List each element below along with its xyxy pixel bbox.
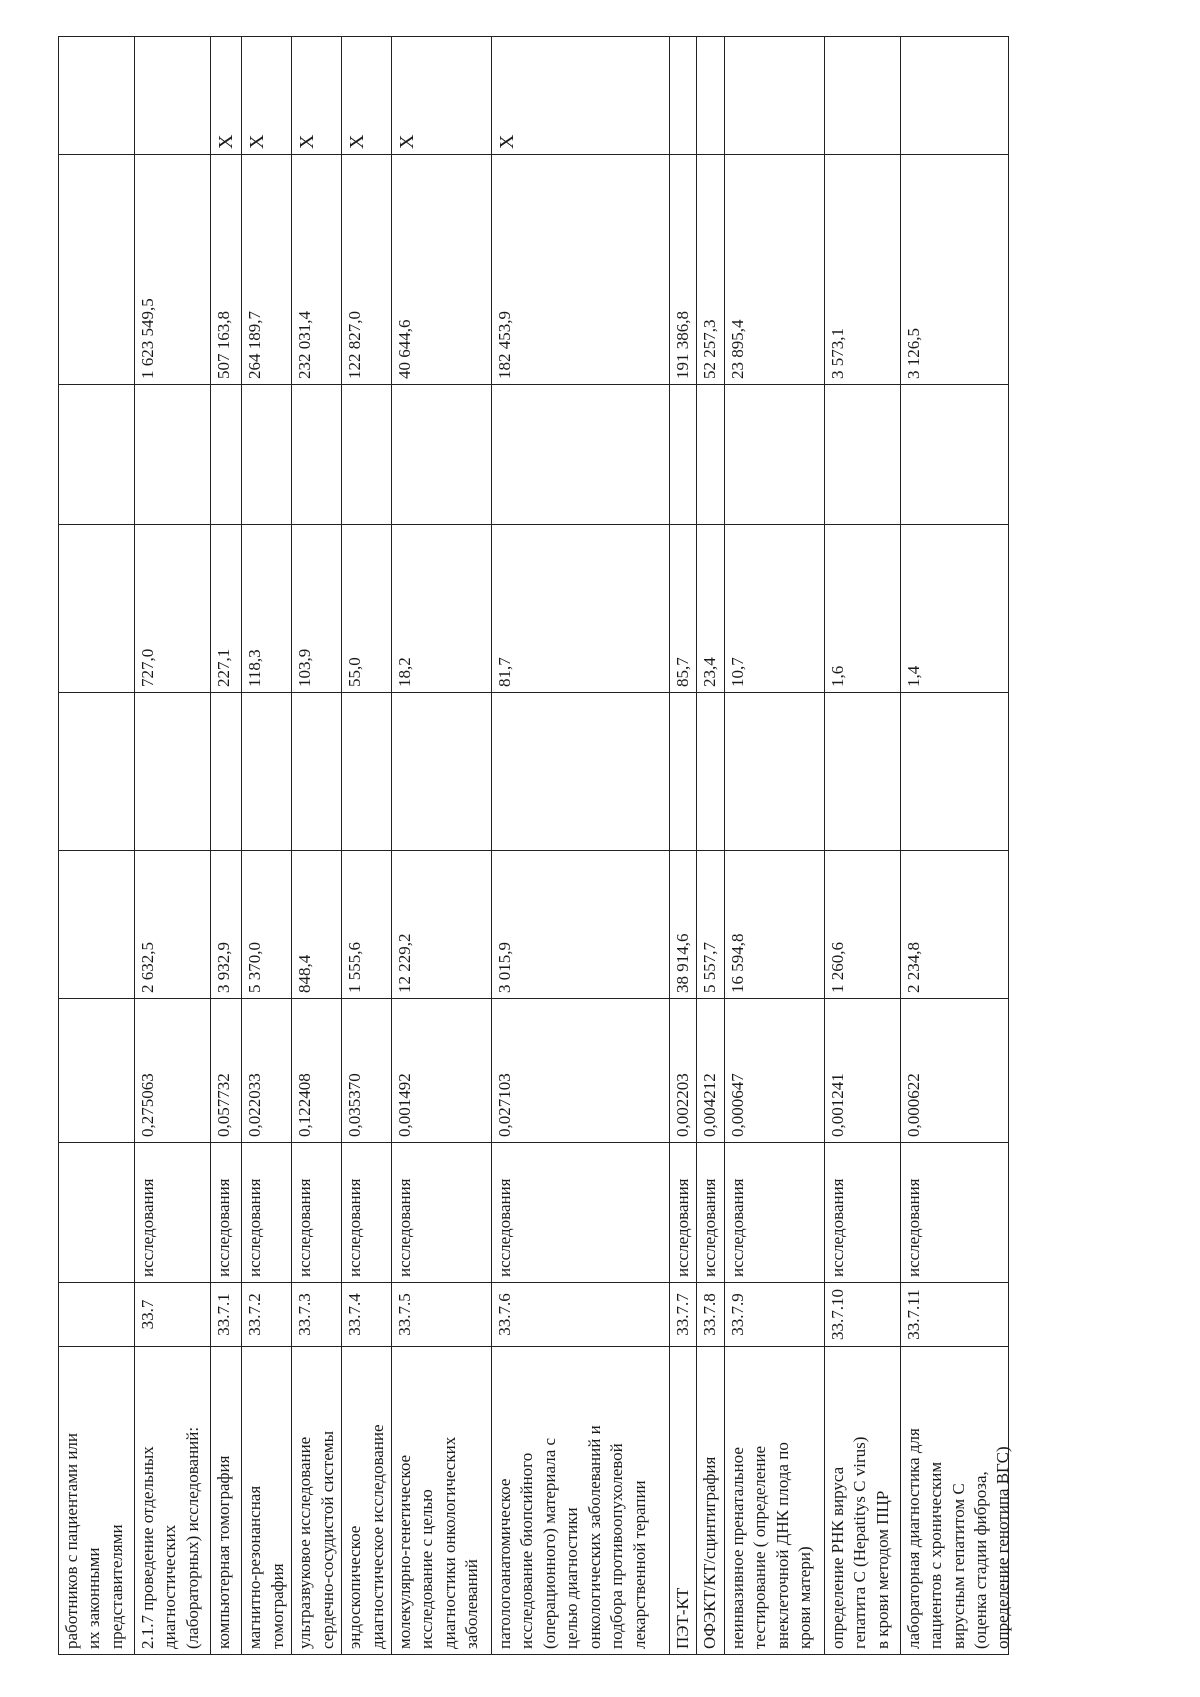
norm-cell: 0,122408 (292, 999, 342, 1143)
total-sum-cell: 182 453,9 (492, 155, 670, 385)
empty-cell (59, 693, 135, 851)
table-row (697, 37, 724, 1655)
service-name-cell (900, 1347, 1012, 1655)
empty-cell (342, 385, 392, 525)
service-name-line: ультразвуковое исследование (295, 1436, 315, 1649)
service-code-cell: 33.7.3 (292, 1283, 342, 1347)
per-capita-cell: 81,7 (492, 525, 670, 693)
service-code-cell: 33.7.5 (392, 1283, 492, 1347)
per-capita-cell: 1,6 (824, 525, 900, 693)
empty-cell (724, 693, 824, 851)
unit-cell: исследования (900, 1143, 1008, 1283)
service-name-line: исследование с целью (417, 1489, 437, 1649)
table-row (242, 37, 292, 1655)
unit-cell: исследования (211, 1143, 242, 1283)
service-name-line: их законными (84, 1547, 104, 1649)
table-row (724, 37, 824, 1655)
service-name-line: эндоскопическое (345, 1525, 365, 1649)
mark-cell: X (392, 37, 492, 155)
empty-cell (342, 693, 392, 851)
mark-cell (724, 37, 824, 155)
empty-cell (135, 385, 211, 525)
mark-cell (900, 37, 1008, 155)
service-name-line: тестирование ( определение (750, 1445, 770, 1649)
service-name-line: подбора противоопухолевой (607, 1443, 627, 1649)
table-row (900, 37, 1008, 1655)
cost-cell: 2 234,8 (900, 851, 1008, 999)
per-capita-cell: 10,7 (724, 525, 824, 693)
service-name-cell (292, 1347, 342, 1655)
rotated-document-page (58, 37, 1142, 1655)
norm-cell: 0,035370 (342, 999, 392, 1143)
unit-cell: исследования (342, 1143, 392, 1283)
service-name-cell (697, 1347, 724, 1655)
unit-cell: исследования (697, 1143, 724, 1283)
cost-cell: 1 260,6 (824, 851, 900, 999)
service-name-line: определение генотипа ВГС) (992, 1446, 1012, 1649)
service-name-line: пациентов с хроническим (926, 1461, 946, 1649)
service-name-cell (242, 1347, 292, 1655)
unit-cell: исследования (670, 1143, 697, 1283)
service-code-cell (59, 1283, 135, 1347)
unit-cell: исследования (724, 1143, 824, 1283)
cost-cell: 1 555,6 (342, 851, 392, 999)
total-sum-cell: 122 827,0 (342, 155, 392, 385)
service-name-line: гепатита С (Hepatitys C virus) (850, 1436, 870, 1649)
norm-cell: 0,057732 (211, 999, 242, 1143)
empty-cell (211, 693, 242, 851)
empty-cell (242, 693, 292, 851)
cost-cell: 38 914,6 (670, 851, 697, 999)
per-capita-cell: 18,2 (392, 525, 492, 693)
mark-cell: X (492, 37, 670, 155)
service-name-line: ОФЭКТ/КТ/сцинтиграфия (700, 1456, 720, 1649)
total-sum-cell (59, 155, 135, 385)
table-row (670, 37, 697, 1655)
empty-cell (697, 693, 724, 851)
norm-cell (59, 999, 135, 1143)
norm-cell: 0,000647 (724, 999, 824, 1143)
unit-cell: исследования (824, 1143, 900, 1283)
per-capita-cell: 1,4 (900, 525, 1008, 693)
service-name-cell (211, 1347, 242, 1655)
norm-cell: 0,027103 (492, 999, 670, 1143)
service-code-cell: 33.7.9 (724, 1283, 824, 1347)
unit-cell (59, 1143, 135, 1283)
service-name-line: лабораторная диагностика для (903, 1428, 923, 1649)
mark-cell: X (292, 37, 342, 155)
service-name-cell (342, 1347, 392, 1655)
total-sum-cell: 40 644,6 (392, 155, 492, 385)
empty-cell (724, 385, 824, 525)
service-code-cell: 33.7 (135, 1283, 211, 1347)
empty-cell (670, 693, 697, 851)
service-name-line: работников с пациентами или (62, 1432, 81, 1649)
empty-cell (697, 385, 724, 525)
service-name-line: компьютерная томография (214, 1455, 233, 1649)
empty-cell (824, 385, 900, 525)
norm-cell: 0,001241 (824, 999, 900, 1143)
per-capita-cell: 227,1 (211, 525, 242, 693)
service-name-line: магнитно-резонансная (245, 1485, 265, 1649)
service-name-line: исследование биопсийного (517, 1452, 537, 1649)
service-name-line: внеклеточной ДНК плода по (772, 1442, 792, 1649)
service-name-line: представителями (106, 1524, 126, 1649)
service-name-cell (492, 1347, 670, 1655)
service-name-line: диагностическое исследование (367, 1424, 387, 1649)
mark-cell (59, 37, 135, 155)
service-code-cell: 33.7.1 (211, 1283, 242, 1347)
total-sum-cell: 23 895,4 (724, 155, 824, 385)
cost-cell: 848,4 (292, 851, 342, 999)
mark-cell (670, 37, 697, 155)
empty-cell (900, 693, 1008, 851)
empty-cell (900, 385, 1008, 525)
total-sum-cell: 3 573,1 (824, 155, 900, 385)
table-row (342, 37, 392, 1655)
per-capita-cell: 118,3 (242, 525, 292, 693)
total-sum-cell: 507 163,8 (211, 155, 242, 385)
per-capita-cell (59, 525, 135, 693)
service-name-line: целью диагностики (562, 1507, 582, 1649)
table-row (492, 37, 670, 1655)
service-name-line: молекулярно-генетическое (395, 1454, 415, 1649)
total-sum-cell: 191 386,8 (670, 155, 697, 385)
service-name-line: сердечно-сосудистой системы (317, 1430, 337, 1649)
table-row (392, 37, 492, 1655)
cost-cell: 16 594,8 (724, 851, 824, 999)
service-name-cell (392, 1347, 492, 1655)
service-name-line: определение РНК вируса (827, 1466, 847, 1649)
service-name-line: неинвазивное пренатальное (727, 1447, 747, 1649)
mark-cell: X (342, 37, 392, 155)
service-name-cell (724, 1347, 824, 1655)
empty-cell (392, 693, 492, 851)
table-row (824, 37, 900, 1655)
service-name-line: в крови методом ПЦР (872, 1490, 892, 1649)
empty-cell (292, 385, 342, 525)
service-code-cell: 33.7.4 (342, 1283, 392, 1347)
total-sum-cell: 232 031,4 (292, 155, 342, 385)
service-code-cell: 33.7.6 (492, 1283, 670, 1347)
cost-cell: 5 557,7 (697, 851, 724, 999)
empty-cell (492, 693, 670, 851)
table-row (211, 37, 242, 1655)
per-capita-cell: 85,7 (670, 525, 697, 693)
mark-cell (824, 37, 900, 155)
service-name-cell (670, 1347, 697, 1655)
unit-cell: исследования (135, 1143, 211, 1283)
service-name-line: онкологических заболеваний и (584, 1425, 604, 1649)
service-name-line: (лабораторных) исследований: (182, 1426, 202, 1649)
unit-cell: исследования (292, 1143, 342, 1283)
service-code-cell: 33.7.2 (242, 1283, 292, 1347)
cost-cell: 12 229,2 (392, 851, 492, 999)
service-name-line: диагностики онкологических (439, 1436, 459, 1649)
norm-cell: 0,002203 (670, 999, 697, 1143)
per-capita-cell: 55,0 (342, 525, 392, 693)
mark-cell: X (242, 37, 292, 155)
total-sum-cell: 52 257,3 (697, 155, 724, 385)
service-name-line: вирусным гепатитом С (948, 1483, 968, 1649)
total-sum-cell: 3 126,5 (900, 155, 1008, 385)
service-name-line: томография (267, 1563, 287, 1649)
norm-cell: 0,000622 (900, 999, 1008, 1143)
total-sum-cell: 1 623 549,5 (135, 155, 211, 385)
service-name-cell (135, 1347, 211, 1655)
empty-cell (824, 693, 900, 851)
service-name-line: (оценка стадии фиброза, (971, 1471, 991, 1649)
service-code-cell: 33.7.8 (697, 1283, 724, 1347)
empty-cell (670, 385, 697, 525)
norm-cell: 0,275063 (135, 999, 211, 1143)
norm-cell: 0,001492 (392, 999, 492, 1143)
service-code-cell: 33.7.11 (900, 1283, 1008, 1347)
unit-cell: исследования (392, 1143, 492, 1283)
service-code-cell: 33.7.7 (670, 1283, 697, 1347)
service-name-line: 2.1.7 проведение отдельных (138, 1446, 157, 1649)
service-name-line: крови матери) (795, 1546, 815, 1649)
per-capita-cell: 103,9 (292, 525, 342, 693)
service-name-line: лекарственной терапии (629, 1480, 649, 1649)
cost-cell: 3 932,9 (211, 851, 242, 999)
total-sum-cell: 264 189,7 (242, 155, 292, 385)
norm-cell: 0,004212 (697, 999, 724, 1143)
empty-cell (392, 385, 492, 525)
mark-cell (135, 37, 211, 155)
mark-cell: X (211, 37, 242, 155)
unit-cell: исследования (242, 1143, 292, 1283)
service-name-line: патологоанатомическое (495, 1478, 515, 1649)
tariff-table (58, 36, 1012, 1655)
cost-cell: 2 632,5 (135, 851, 211, 999)
cost-cell (59, 851, 135, 999)
table-row (135, 37, 211, 1655)
table-row (292, 37, 342, 1655)
empty-cell (492, 385, 670, 525)
cost-cell: 3 015,9 (492, 851, 670, 999)
empty-cell (242, 385, 292, 525)
service-name-cell (59, 1347, 135, 1655)
service-name-line: (операционного) материала с (539, 1437, 559, 1649)
per-capita-cell: 23,4 (697, 525, 724, 693)
unit-cell: исследования (492, 1143, 670, 1283)
service-name-line: диагностических (160, 1524, 180, 1649)
cost-cell: 5 370,0 (242, 851, 292, 999)
per-capita-cell: 727,0 (135, 525, 211, 693)
empty-cell (292, 693, 342, 851)
norm-cell: 0,022033 (242, 999, 292, 1143)
table-row (59, 37, 135, 1655)
service-name-line: ПЭТ-КТ (673, 1587, 693, 1649)
service-name-line: заболеваний (462, 1559, 482, 1649)
empty-cell (211, 385, 242, 525)
service-code-cell: 33.7.10 (824, 1283, 900, 1347)
mark-cell (697, 37, 724, 155)
empty-cell (135, 693, 211, 851)
empty-cell (59, 385, 135, 525)
service-name-cell (824, 1347, 900, 1655)
